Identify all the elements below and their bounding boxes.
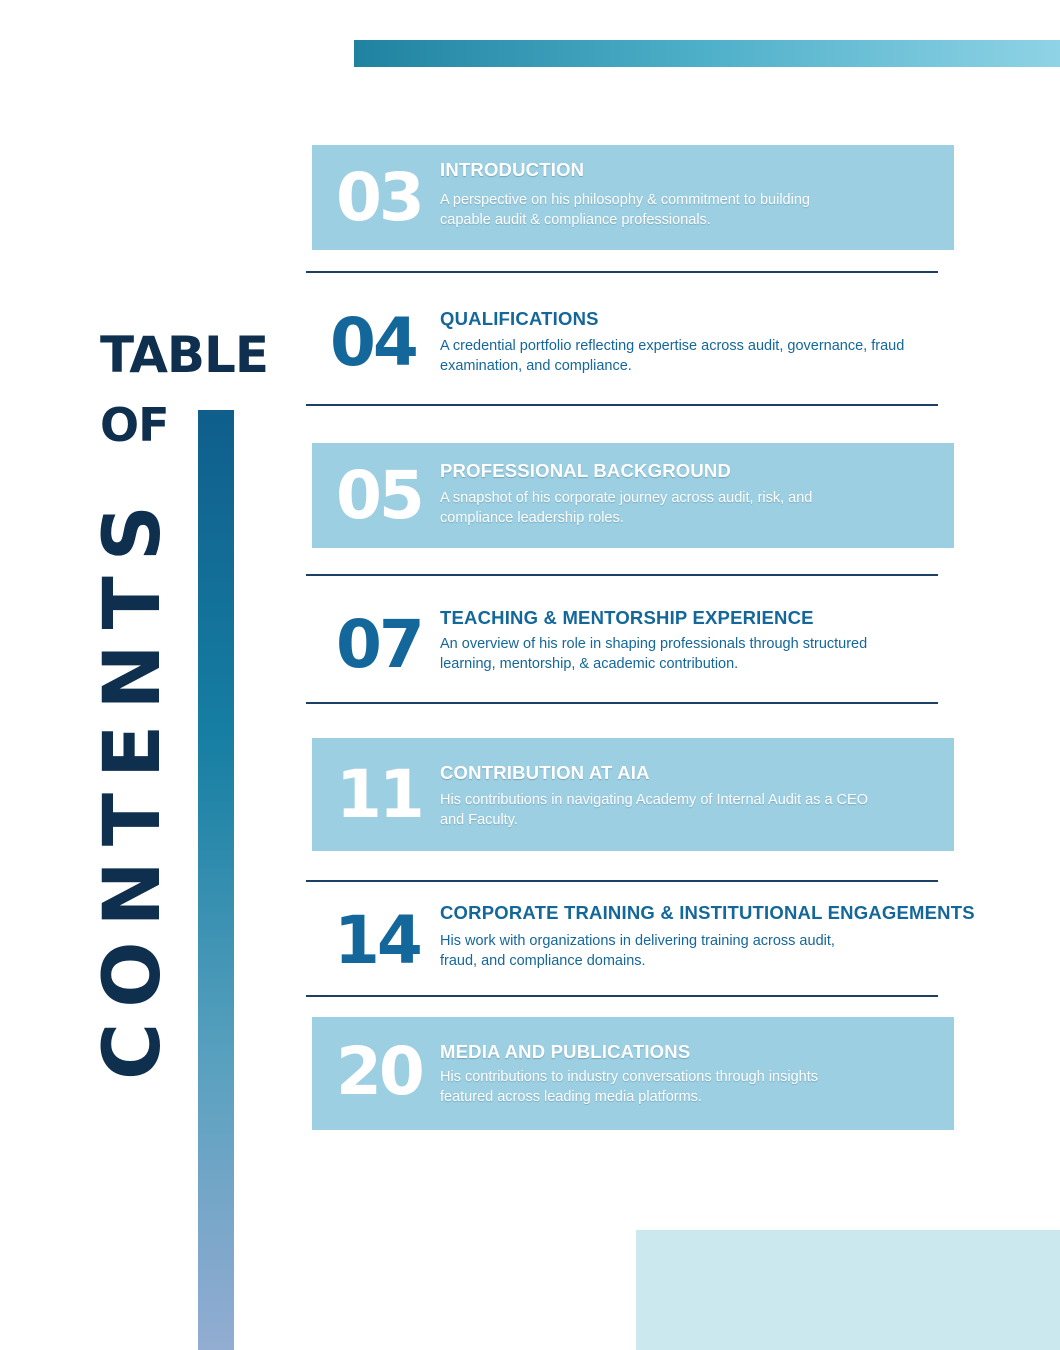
section-title: CONTRIBUTION AT AIA — [440, 762, 650, 783]
toc-entry-contribution-aia[interactable] — [312, 738, 954, 851]
title-contents: CONTENTS — [88, 490, 178, 1080]
page-number: 11 — [336, 756, 422, 833]
top-accent-bar — [354, 40, 1060, 67]
page-number: 05 — [336, 457, 422, 534]
section-description: An overview of his role in shaping professionals through structured learning, mentorship, & academic contribution. — [440, 636, 868, 672]
section-description: His contributions to industry conversations through insights featured across leading media platforms. — [440, 1069, 818, 1105]
page-number: 07 — [336, 606, 422, 683]
title-table: TABLE — [100, 326, 269, 384]
section-title: INTRODUCTION — [440, 159, 585, 180]
section-title: CORPORATE TRAINING & INSTITUTIONAL ENGAGEMENTS — [440, 902, 975, 923]
title-of: OF — [100, 398, 169, 452]
toc-entry-media-publications[interactable] — [312, 1017, 954, 1130]
divider — [306, 574, 938, 576]
page-number: 04 — [330, 304, 416, 381]
toc-entry-professional-background[interactable] — [312, 443, 954, 548]
section-description: His contributions in navigating Academy of Internal Audit as a CEO and Faculty. — [440, 792, 868, 828]
section-description: A snapshot of his corporate journey across audit, risk, and compliance leadership roles. — [440, 490, 813, 526]
divider — [306, 995, 938, 997]
section-description: A perspective on his philosophy & commitment to building capable audit & compliance professionals. — [440, 192, 810, 228]
toc-entry-introduction[interactable] — [312, 145, 954, 250]
page-number: 20 — [336, 1033, 422, 1110]
divider — [306, 880, 938, 882]
toc-entry-teaching-mentorship[interactable] — [312, 590, 954, 690]
section-title: MEDIA AND PUBLICATIONS — [440, 1041, 691, 1062]
section-title: TEACHING & MENTORSHIP EXPERIENCE — [440, 607, 814, 628]
toc-entry-corporate-training[interactable] — [312, 888, 975, 988]
vertical-accent-bar — [198, 410, 234, 1350]
page-number: 14 — [334, 902, 420, 979]
section-description: His work with organizations in delivering training across audit, fraud, and compliance domains. — [440, 933, 835, 969]
toc-entry-qualifications[interactable] — [312, 292, 954, 392]
page-number: 03 — [336, 159, 422, 236]
bottom-accent-block — [636, 1230, 1060, 1350]
section-description: A credential portfolio reflecting expertise across audit, governance, fraud examination, and compliance. — [440, 338, 905, 374]
divider — [306, 271, 938, 273]
section-title: QUALIFICATIONS — [440, 308, 599, 329]
divider — [306, 404, 938, 406]
divider — [306, 702, 938, 704]
section-title: PROFESSIONAL BACKGROUND — [440, 460, 732, 481]
